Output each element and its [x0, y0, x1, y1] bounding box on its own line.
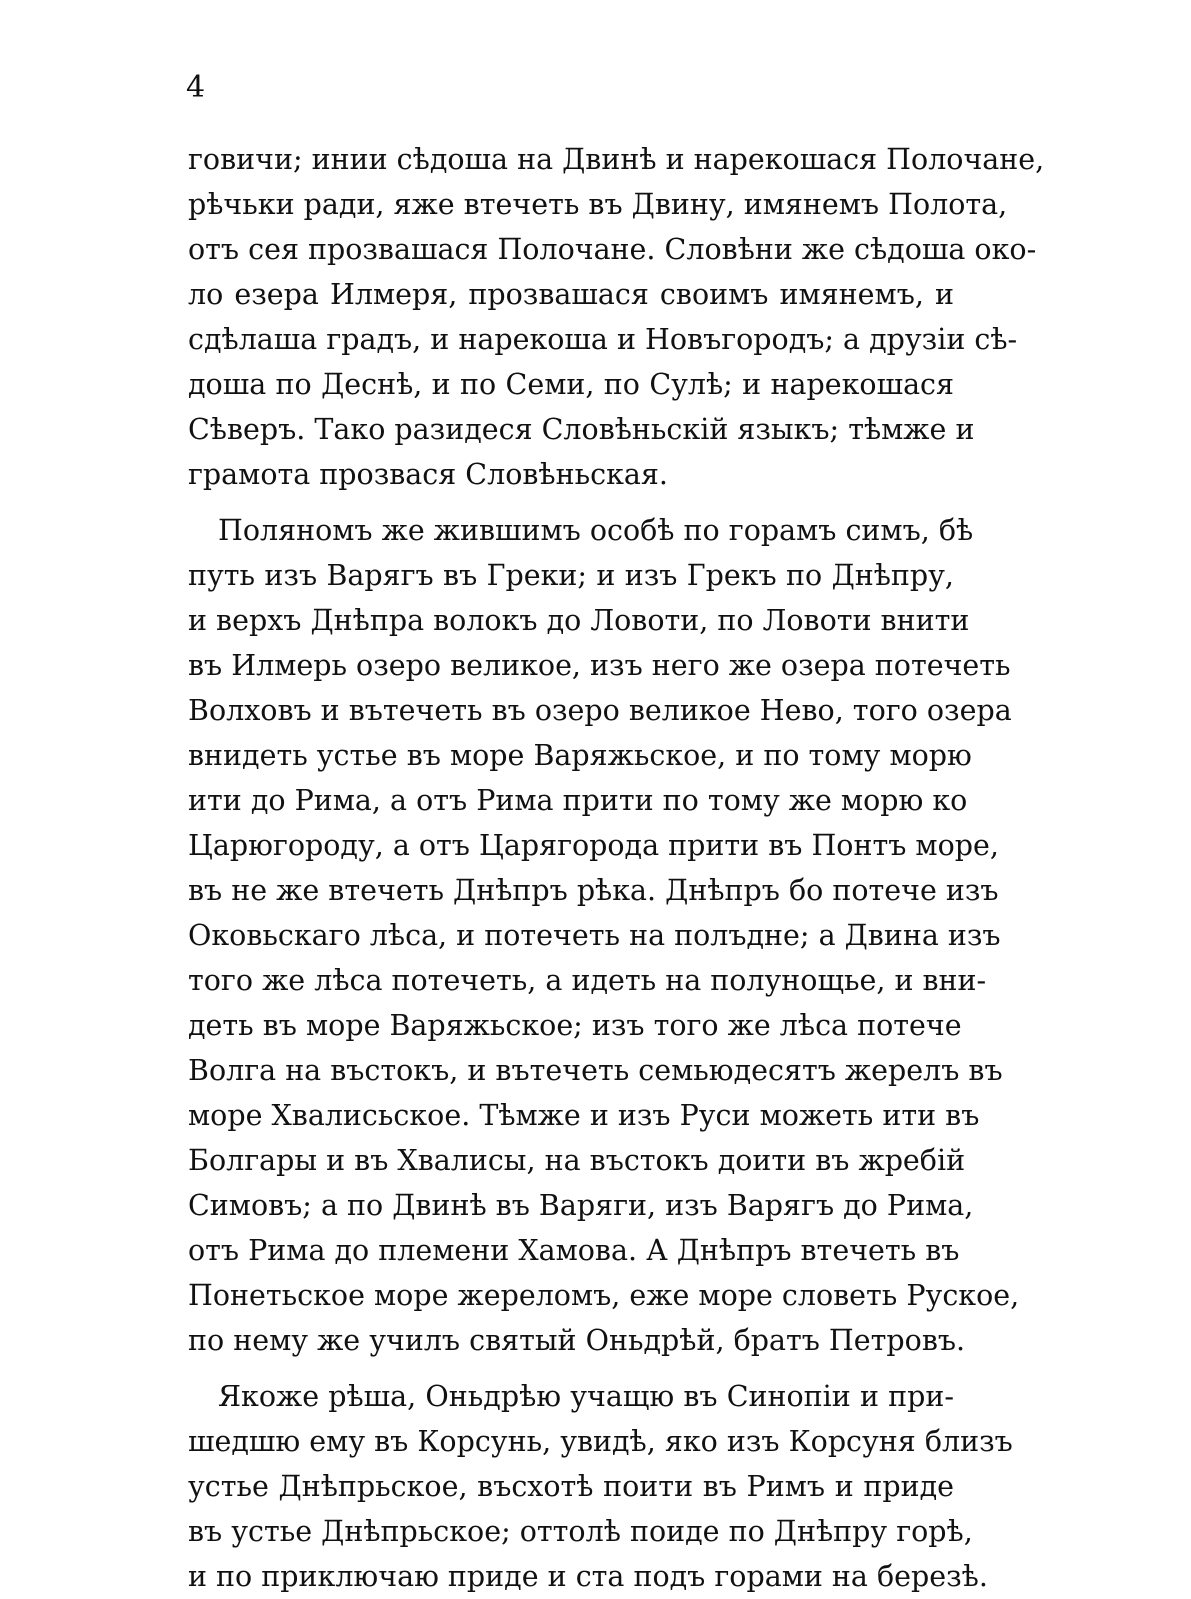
- text-line: отъ Рима до племени Хамова. А Днѣпръ втечеть въ: [188, 1234, 960, 1267]
- text-line: Понетьское море жереломъ, еже море словеть Руское,: [188, 1279, 1020, 1312]
- text-line: Болгары и въ Хвалисы, на въстокъ доити въ жребій: [188, 1144, 966, 1177]
- text-line: грамота прозвася Словѣньская.: [188, 458, 668, 491]
- text-line: въ устье Днѣпрьское; оттолѣ поиде по Днѣпру горѣ,: [188, 1515, 973, 1548]
- paragraph-2: [188, 508, 1020, 1363]
- text-line: море Хвалисьское. Тѣмже и изъ Руси можеть ити въ: [188, 1099, 980, 1132]
- text-line: устье Днѣпрьское, въсхотѣ поити въ Римъ и приде: [188, 1470, 954, 1503]
- text-line: Волховъ и вътечеть въ озеро великое Нево, того озера: [188, 694, 1012, 727]
- text-line: въ не же втечеть Днѣпръ рѣка. Днѣпръ бо потече изъ: [188, 874, 999, 907]
- text-line: сдѣлаша градъ, и нарекоша и Новъгородъ; а друзіи сѣ-: [188, 323, 1018, 356]
- text-line: говичи; инии сѣдоша на Двинѣ и нарекошася Полочане,: [188, 143, 1045, 176]
- paragraph-1: [188, 137, 1045, 497]
- text-line: Царюгороду, а отъ Царягорода прити въ Понтъ море,: [188, 829, 999, 862]
- text-line: по нему же училъ святый Оньдрѣй, братъ Петровъ.: [188, 1324, 966, 1357]
- text-line: отъ сея прозвашася Полочане. Словѣни же сѣдоша око-: [188, 233, 1037, 266]
- page-number: 4: [186, 70, 206, 105]
- text-line: того же лѣса потечеть, а идеть на полунощье, и вни-: [188, 964, 987, 997]
- text-line: Якоже рѣша, Оньдрѣю учащю въ Синопіи и при-: [218, 1380, 954, 1413]
- text-line: ло езера Илмеря, прозвашася своимъ имянемъ, и: [188, 278, 954, 311]
- text-line: ити до Рима, а отъ Рима прити по тому же морю ко: [188, 784, 968, 817]
- text-line: въ Илмерь озеро великое, изъ него же озера потечеть: [188, 649, 1011, 682]
- text-line: внидеть устье въ море Варяжьское, и по тому морю: [188, 739, 972, 772]
- text-line: и верхъ Днѣпра волокъ до Ловоти, по Ловоти внити: [188, 604, 970, 637]
- text-line: и по приключаю приде и ста подъ горами на березѣ.: [188, 1560, 988, 1593]
- text-line: Оковьскаго лѣса, и потечеть на полъдне; а Двина изъ: [188, 919, 1001, 952]
- text-line: Сѣверъ. Тако разидеся Словѣньскій языкъ; тѣмже и: [188, 413, 975, 446]
- text-line: деть въ море Варяжьское; изъ того же лѣса потече: [188, 1009, 962, 1042]
- text-line: путь изъ Варягъ въ Греки; и изъ Грекъ по Днѣпру,: [188, 559, 954, 592]
- text-block: [188, 137, 1045, 1599]
- text-line: Симовъ; а по Двинѣ въ Варяги, изъ Варягъ до Рима,: [188, 1189, 974, 1222]
- text-line: доша по Деснѣ, и по Семи, по Сулѣ; и нарекошася: [188, 368, 954, 401]
- text-line: Волга на въстокъ, и вътечеть семьюдесятъ жерелъ въ: [188, 1054, 1003, 1087]
- text-line: шедшю ему въ Корсунь, увидѣ, яко изъ Корсуня близъ: [188, 1425, 1013, 1458]
- paragraph-3: [188, 1374, 1013, 1599]
- text-line: рѣчьки ради, яже втечеть въ Двину, имянемъ Полота,: [188, 188, 1008, 221]
- text-line: Поляномъ же жившимъ особѣ по горамъ симъ, бѣ: [218, 514, 974, 547]
